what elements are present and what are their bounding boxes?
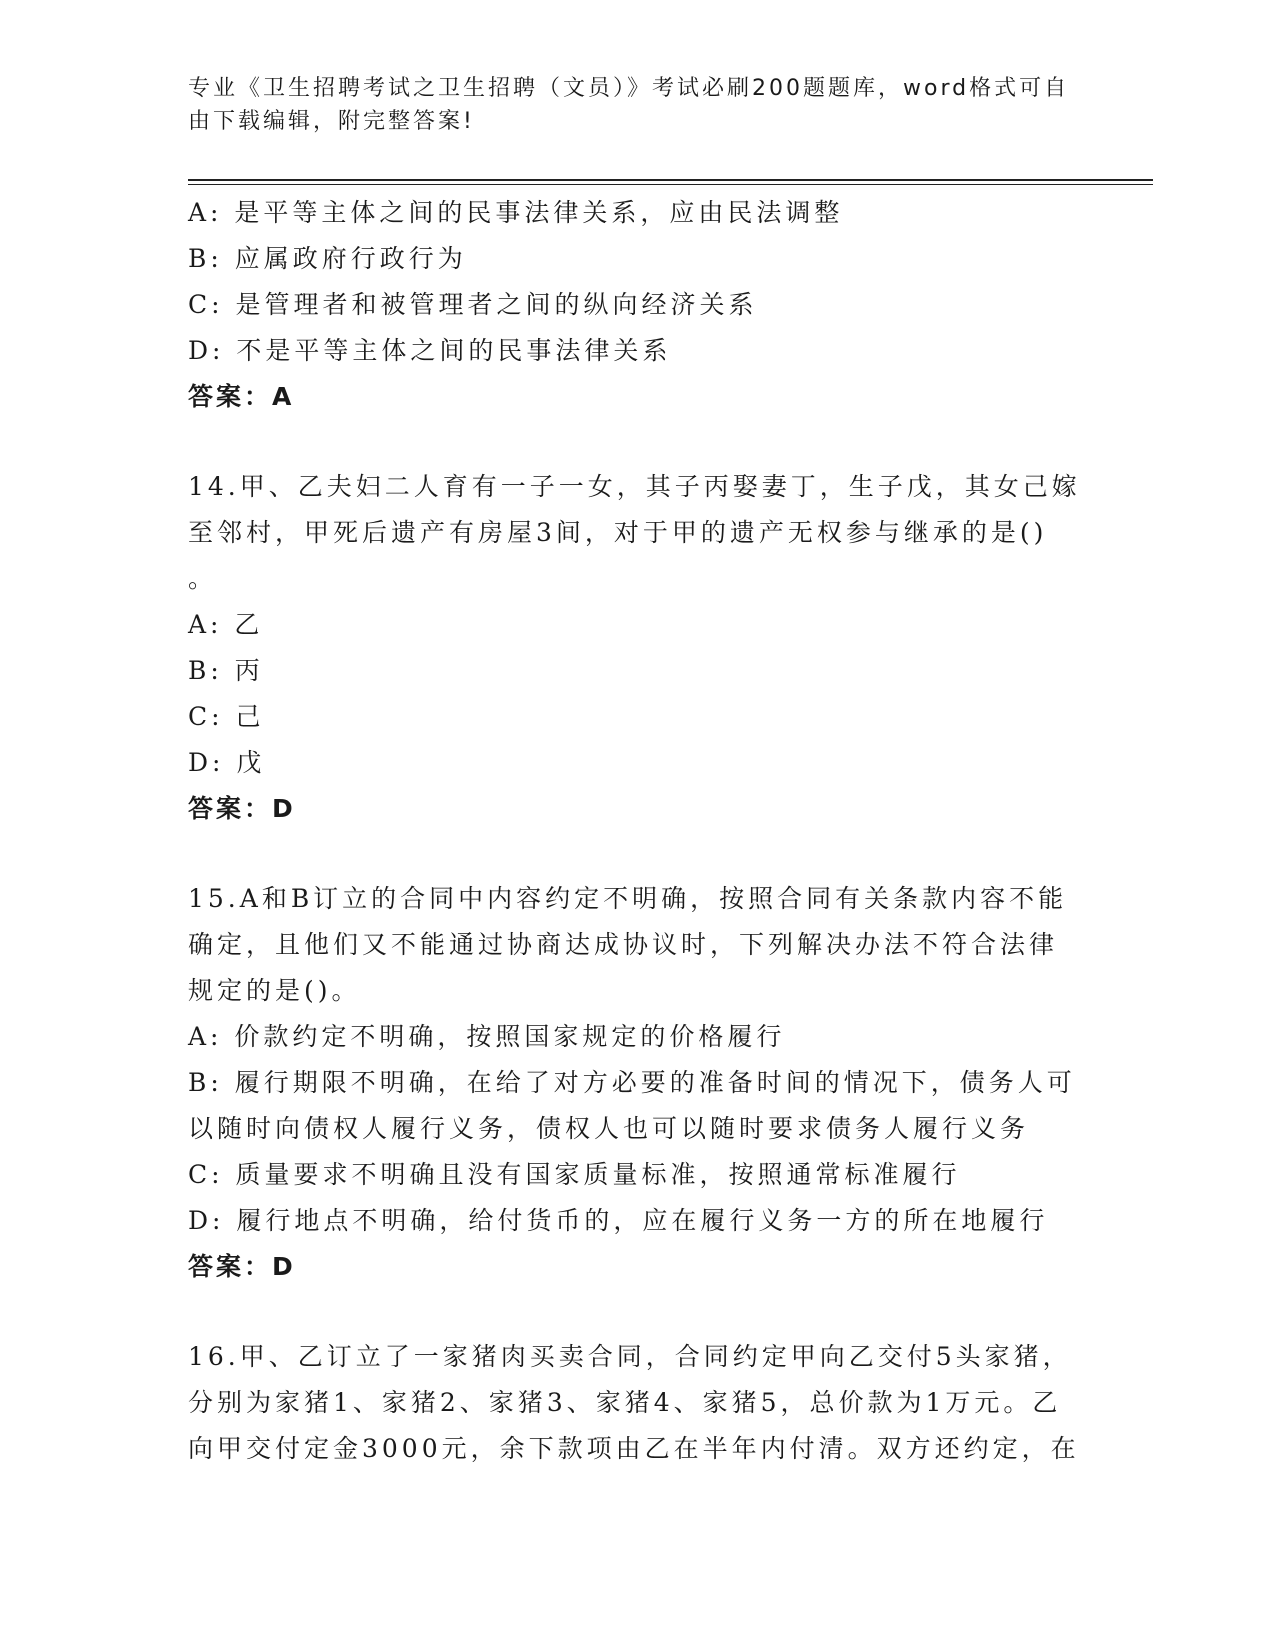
header-line-2: 由下载编辑，附完整答案! <box>188 109 475 134</box>
option-b-continued: 以随时向债权人履行义务，债权人也可以随时要求债务人履行义务 <box>188 1114 1030 1143</box>
option-b: B: 应属政府行政行为 <box>188 244 467 273</box>
header-line-1: 专业《卫生招聘考试之卫生招聘（文员）》考试必刷200题题库，word格式可自 <box>188 76 1070 101</box>
question-stem-line: 规定的是()。 <box>188 976 361 1005</box>
question-14 <box>188 464 1088 832</box>
answer: 答案：D <box>188 794 296 823</box>
question-stem-line: 向甲交付定金3000元，余下款项由乙在半年内付清。双方还约定，在 <box>188 1434 1080 1463</box>
option-b: B: 履行期限不明确，在给了对方必要的准备时间的情况下，债务人可 <box>188 1068 1076 1097</box>
option-d: D: 不是平等主体之间的民事法律关系 <box>188 336 672 365</box>
option-b: B: 丙 <box>188 656 264 685</box>
option-c: C: 是管理者和被管理者之间的纵向经济关系 <box>188 290 758 319</box>
option-c: C: 己 <box>188 702 265 731</box>
option-d: D: 履行地点不明确，给付货币的，应在履行义务一方的所在地履行 <box>188 1206 1049 1235</box>
question-stem-line: 15.A和B订立的合同中内容约定不明确，按照合同有关条款内容不能 <box>188 884 1068 913</box>
question-15 <box>188 876 1088 1290</box>
question-stem-line: 分别为家猪1、家猪2、家猪3、家猪4、家猪5，总价款为1万元。乙 <box>188 1388 1062 1417</box>
question-stem-line: 确定，且他们又不能通过协商达成协议时，下列解决办法不符合法律 <box>188 930 1059 959</box>
option-a: A: 是平等主体之间的民事法律关系，应由民法调整 <box>188 198 844 227</box>
answer: 答案：A <box>188 382 295 411</box>
header-rule-thin <box>188 184 1153 185</box>
option-a: A: 价款约定不明确，按照国家规定的价格履行 <box>188 1022 786 1051</box>
question-stem-line: 至邻村，甲死后遗产有房屋3间，对于甲的遗产无权参与继承的是() <box>188 518 1048 547</box>
question-16 <box>188 1334 1088 1472</box>
option-c: C: 质量要求不明确且没有国家质量标准，按照通常标准履行 <box>188 1160 961 1189</box>
question-stem-line: 16.甲、乙订立了一家猪肉买卖合同，合同约定甲向乙交付5头家猪， <box>188 1342 1072 1371</box>
option-d: D: 戊 <box>188 748 266 777</box>
question-stem-line: 14.甲、乙夫妇二人育有一子一女，其子丙娶妻丁，生子戊，其女己嫁 <box>188 472 1081 501</box>
question-13 <box>188 190 1088 420</box>
document-header <box>188 72 1088 138</box>
header-rule-thick <box>188 179 1153 181</box>
option-a: A: 乙 <box>188 610 264 639</box>
question-list <box>188 190 1088 1472</box>
answer: 答案：D <box>188 1252 296 1281</box>
question-stem-line: 。 <box>188 564 218 593</box>
